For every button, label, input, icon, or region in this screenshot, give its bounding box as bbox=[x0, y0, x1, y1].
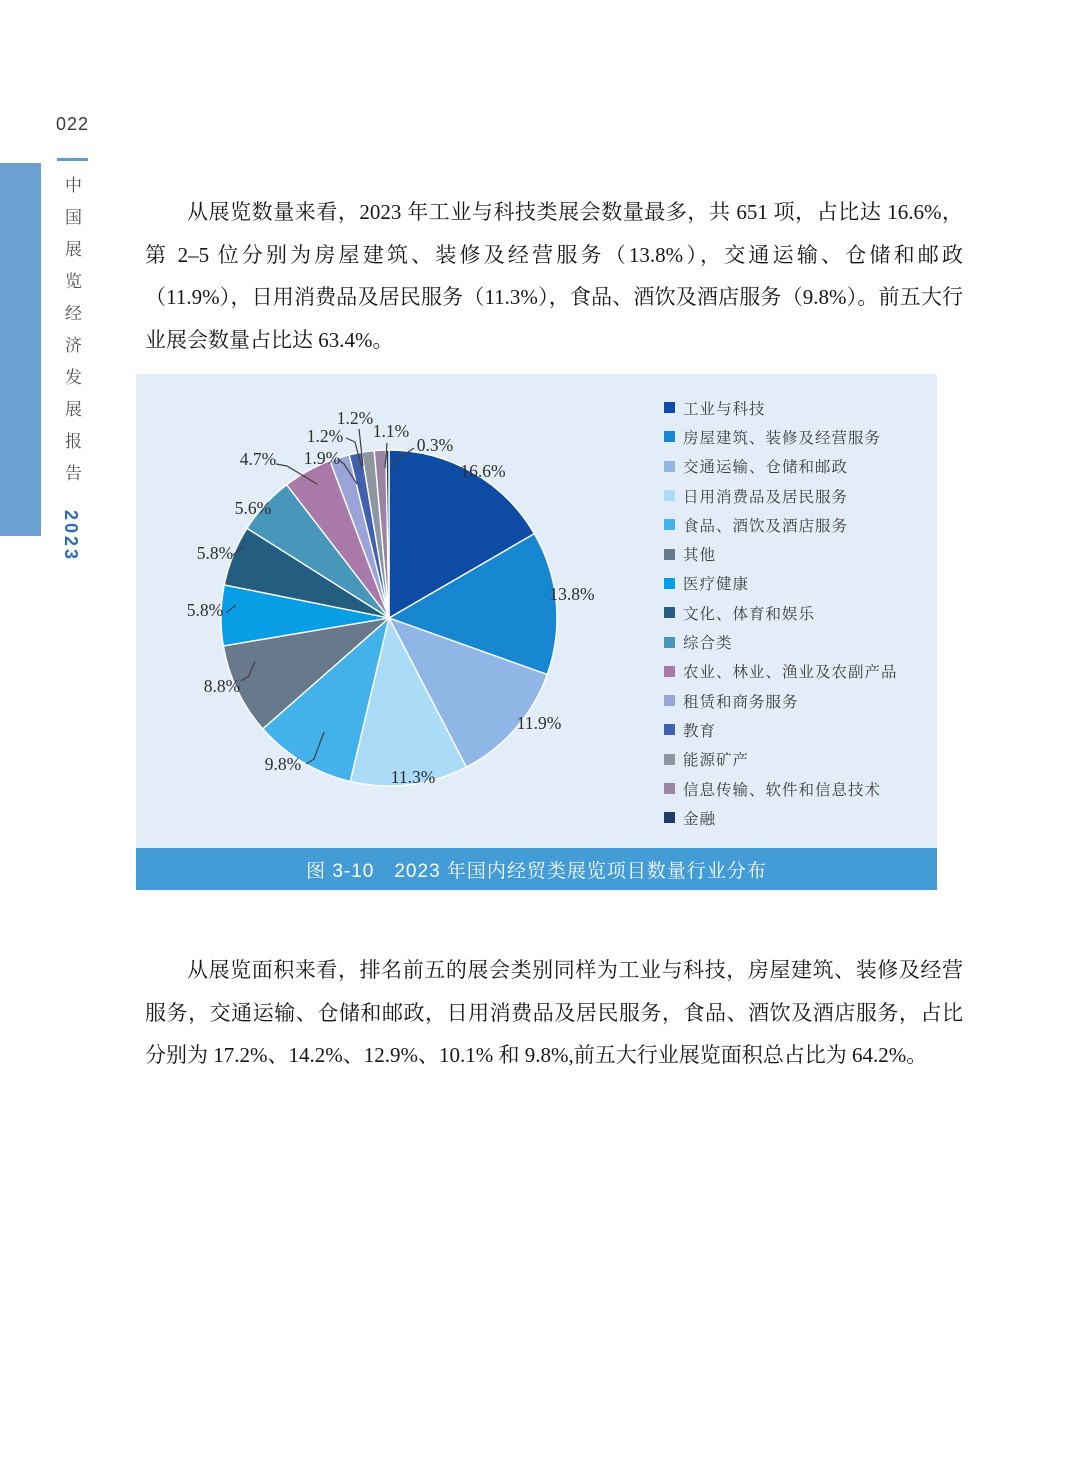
legend-item bbox=[664, 686, 898, 715]
report-title-vertical: 中国展览经济发展报告 bbox=[62, 176, 81, 496]
legend-swatch bbox=[664, 724, 675, 735]
legend-swatch bbox=[664, 549, 675, 560]
legend-item bbox=[664, 452, 898, 481]
pie-slice-percent-label: 4.7% bbox=[239, 449, 277, 470]
legend-item bbox=[664, 481, 898, 510]
legend-item bbox=[664, 539, 898, 568]
chart-legend bbox=[664, 393, 898, 832]
legend-label: 综合类 bbox=[683, 635, 733, 653]
figure-caption: 图 3-10 2023 年国内经贸类展览项目数量行业分布 bbox=[306, 860, 767, 882]
legend-item bbox=[664, 569, 898, 598]
left-margin-bar bbox=[0, 163, 41, 536]
legend-swatch bbox=[664, 402, 675, 413]
pie-slice-percent-label: 0.3% bbox=[416, 435, 454, 456]
legend-item bbox=[664, 745, 898, 774]
legend-item bbox=[664, 715, 898, 744]
legend-label: 教育 bbox=[683, 722, 717, 740]
report-year-vertical: 2023 bbox=[61, 510, 81, 563]
pie-slice-percent-label: 1.2% bbox=[336, 408, 374, 429]
paragraph-exhibition-count: 从展览数量来看，2023 年工业与科技类展会数量最多，共 651 项，占比达 16.6%，第 2–5 位分别为房屋建筑、装修及经营服务（13.8%），交通运输、仓储和邮政（11.9%），日用消费品及居民服务（11.3%），食品、酒饮及酒店服务（9.8%）。前五大行业展会数量占比达 63.4%。 bbox=[145, 200, 963, 352]
legend-swatch bbox=[664, 812, 675, 823]
legend-item bbox=[664, 627, 898, 656]
legend-item bbox=[664, 598, 898, 627]
legend-item bbox=[664, 510, 898, 539]
pie-slice-percent-label: 1.9% bbox=[303, 448, 341, 469]
legend-item bbox=[664, 422, 898, 451]
paragraph-exhibition-area: 从展览面积来看，排名前五的展会类别同样为工业与科技，房屋建筑、装修及经营服务，交通运输、仓储和邮政，日用消费品及居民服务，食品、酒饮及酒店服务，占比分别为 17.2%、14.2%、12.9%、10.1% 和 9.8%,前五大行业展览面积总占比为 64.2%。 bbox=[145, 958, 963, 1068]
pie-slice-percent-label: 1.2% bbox=[306, 426, 344, 447]
pie-slice-percent-label: 1.1% bbox=[372, 421, 410, 442]
legend-label: 食品、酒饮及酒店服务 bbox=[683, 517, 849, 535]
legend-swatch bbox=[664, 461, 675, 472]
legend-label: 日用消费品及居民服务 bbox=[683, 488, 849, 506]
legend-label: 租赁和商务服务 bbox=[683, 693, 799, 711]
pie-slice-percent-label: 13.8% bbox=[549, 584, 595, 605]
figure-3-10 bbox=[136, 374, 937, 890]
legend-label: 交通运输、仓储和邮政 bbox=[683, 459, 849, 477]
pie-slice-percent-label: 5.6% bbox=[234, 498, 272, 519]
legend-label: 房屋建筑、装修及经营服务 bbox=[683, 429, 882, 447]
legend-label: 金融 bbox=[683, 810, 717, 828]
legend-swatch bbox=[664, 783, 675, 794]
pie-slice-percent-label: 11.9% bbox=[516, 713, 562, 734]
legend-swatch bbox=[664, 666, 675, 677]
legend-swatch bbox=[664, 695, 675, 706]
sidebar-vertical-title bbox=[59, 176, 84, 562]
legend-swatch bbox=[664, 637, 675, 648]
pie-slice-percent-label: 5.8% bbox=[186, 600, 224, 621]
legend-label: 信息传输、软件和信息技术 bbox=[683, 781, 882, 799]
legend-label: 其他 bbox=[683, 547, 717, 565]
legend-label: 能源矿产 bbox=[683, 752, 750, 770]
legend-swatch bbox=[664, 754, 675, 765]
page-number: 022 bbox=[56, 114, 90, 134]
pie-slice-percent-label: 5.8% bbox=[196, 543, 234, 564]
pie-chart-area bbox=[136, 374, 937, 848]
legend-item bbox=[664, 657, 898, 686]
legend-item bbox=[664, 774, 898, 803]
legend-label: 工业与科技 bbox=[683, 400, 766, 418]
legend-label: 文化、体育和娱乐 bbox=[683, 605, 816, 623]
pie-slice-percent-label: 8.8% bbox=[203, 676, 241, 697]
page-number-rule bbox=[57, 158, 88, 161]
pie-slice-percent-label: 16.6% bbox=[460, 461, 506, 482]
legend-swatch bbox=[664, 578, 675, 589]
legend-label: 农业、林业、渔业及农副产品 bbox=[683, 664, 898, 682]
pie-slice-percent-label: 11.3% bbox=[390, 767, 436, 788]
pie-slice-percent-label: 9.8% bbox=[264, 754, 302, 775]
legend-swatch bbox=[664, 519, 675, 530]
legend-swatch bbox=[664, 490, 675, 501]
legend-swatch bbox=[664, 607, 675, 618]
legend-item bbox=[664, 803, 898, 832]
legend-item bbox=[664, 393, 898, 422]
legend-label: 医疗健康 bbox=[683, 576, 750, 594]
legend-swatch bbox=[664, 431, 675, 442]
figure-caption-bar bbox=[136, 848, 937, 890]
